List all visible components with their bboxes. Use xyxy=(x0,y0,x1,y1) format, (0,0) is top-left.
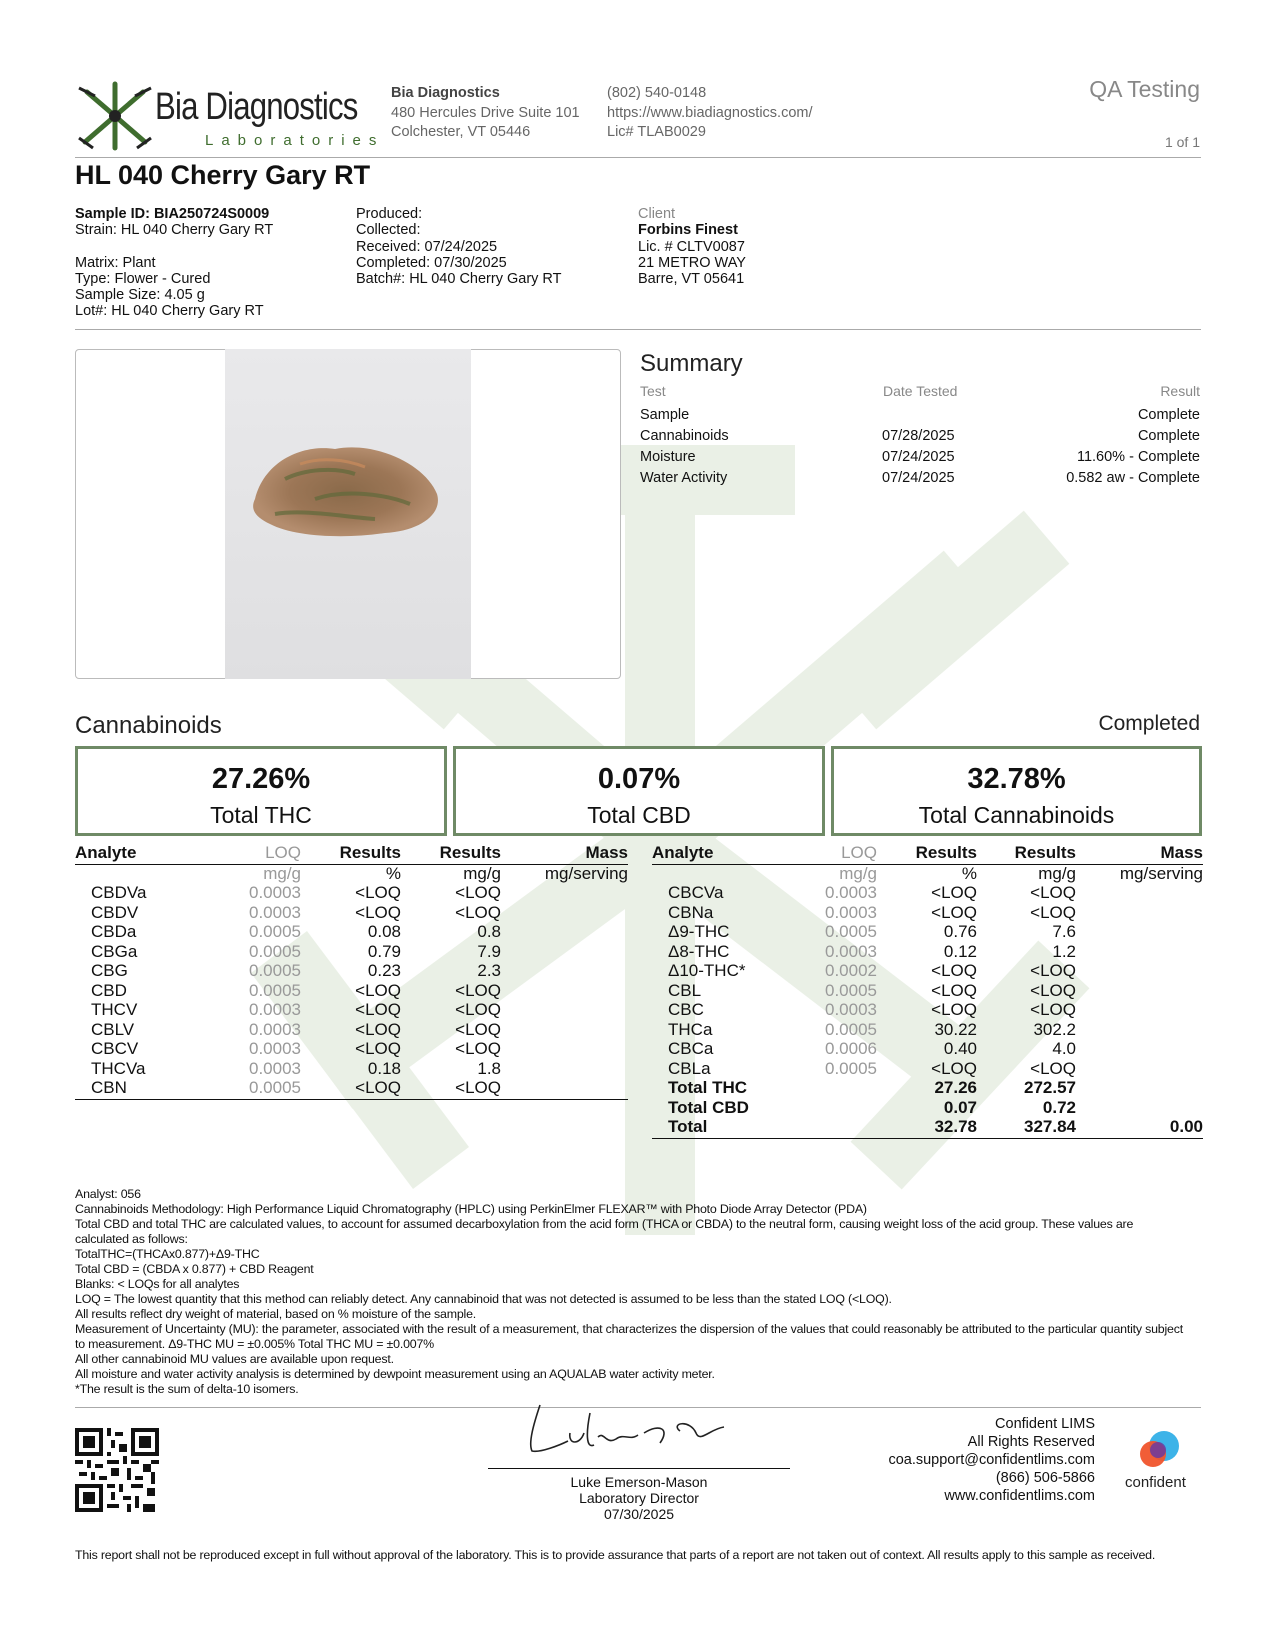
analyte-result-pct: <LOQ xyxy=(931,1058,977,1078)
note-line: All results reflect dry weight of material, based on % moisture of the sample. xyxy=(75,1307,477,1321)
summary-header-date: Date Tested xyxy=(883,383,958,399)
total-result-mgg: 327.84 xyxy=(1024,1117,1076,1136)
analyte-loq: 0.0005 xyxy=(825,1058,877,1078)
analyte-result-mgg: 302.2 xyxy=(1033,1019,1076,1039)
col-header-results-mgg: Results xyxy=(439,843,501,862)
unit-mgg: mg/g xyxy=(1038,864,1076,883)
analyte-loq: 0.0003 xyxy=(825,1000,877,1019)
analyte-loq: 0.0005 xyxy=(825,980,877,1000)
lab-name: Bia Diagnostics xyxy=(391,85,500,101)
client-license: Lic. # CLTV0087 xyxy=(638,238,745,255)
sample-completed: Completed: 07/30/2025 xyxy=(356,254,507,271)
analyte-result-mgg: <LOQ xyxy=(1030,980,1076,1000)
analyte-name: Δ8-THC xyxy=(668,941,730,961)
col-header-results-pct: Results xyxy=(915,843,977,862)
sample-type: Type: Flower - Cured xyxy=(75,270,211,287)
analyte-name: CBGa xyxy=(91,941,138,961)
analyte-name: CBDV xyxy=(91,902,139,922)
note-line: *The result is the sum of delta-10 isomers. xyxy=(75,1382,299,1396)
summary-test: Sample xyxy=(640,407,690,423)
lims-rights: All Rights Reserved xyxy=(967,1434,1095,1450)
analyte-loq: 0.0005 xyxy=(249,961,301,980)
note-line: Blanks: < LOQs for all analytes xyxy=(75,1277,240,1291)
sample-id: Sample ID: BIA250724S0009 xyxy=(75,206,270,222)
sample-info-block xyxy=(75,206,273,320)
analyte-name: CBG xyxy=(91,961,128,980)
analyte-loq: 0.0006 xyxy=(825,1039,877,1058)
analyte-result-pct: 0.18 xyxy=(367,1058,401,1078)
confident-logo-icon xyxy=(1136,1428,1184,1472)
header-divider xyxy=(75,157,1201,158)
analyte-result-pct: <LOQ xyxy=(355,980,401,1000)
note-line: Measurement of Uncertainty (MU): the parameter, associated with the result of a measurement, that characterizes the dispersion of the values that could reasonably be attributed to the particular quantity subject to measurement. Δ9-THC MU = ±0.005% Total THC MU = ±0.007% xyxy=(75,1322,1183,1351)
analyte-result-pct: <LOQ xyxy=(355,1019,401,1039)
col-header-analyte: Analyte xyxy=(652,843,714,862)
page-number: 1 of 1 xyxy=(1164,134,1200,150)
analyte-loq: 0.0005 xyxy=(249,941,301,961)
lab-license: Lic# TLAB0029 xyxy=(607,124,706,140)
bia-logo-icon xyxy=(75,80,155,152)
logo-wordmark: Bia Diagnostics xyxy=(155,86,358,128)
analyte-name: THCa xyxy=(668,1019,713,1039)
kpi-label: Total Cannabinoids xyxy=(918,802,1115,828)
col-header-mass: Mass xyxy=(585,843,628,862)
unit-loq: mg/g xyxy=(839,864,877,883)
summary-test: Water Activity xyxy=(640,470,728,486)
lab-website-link[interactable]: https://www.biadiagnostics.com/ xyxy=(607,104,813,121)
analyte-result-pct: <LOQ xyxy=(931,980,977,1000)
client-name: Forbins Finest xyxy=(638,222,738,239)
note-line: All moisture and water activity analysis is determined by dewpoint measurement using an AQUALAB water activity meter. xyxy=(75,1367,715,1381)
cannabinoids-status: Completed xyxy=(1098,712,1200,735)
sample-strain: Strain: HL 040 Cherry Gary RT xyxy=(75,222,274,239)
total-name: Total THC xyxy=(668,1078,748,1097)
analyte-name: THCVa xyxy=(91,1058,146,1078)
analyte-result-pct: 0.08 xyxy=(367,922,401,941)
analyte-loq: 0.0003 xyxy=(249,1019,301,1039)
analyte-name: CBDVa xyxy=(91,883,147,902)
unit-mass: mg/serving xyxy=(1119,864,1203,883)
analyte-name: CBCVa xyxy=(668,883,724,902)
analyte-result-mgg: <LOQ xyxy=(455,883,501,902)
note-line: Total CBD = (CBDA x 0.877) + CBD Reagent xyxy=(75,1262,314,1276)
unit-pct: % xyxy=(961,864,977,883)
analyte-name: CBNa xyxy=(668,902,714,922)
sample-batch: Batch#: HL 040 Cherry Gary RT xyxy=(356,271,562,288)
analyte-name: THCV xyxy=(91,1000,138,1019)
kpi-label: Total CBD xyxy=(587,802,691,828)
total-result-mgg: 272.57 xyxy=(1024,1078,1076,1097)
total-result-pct: 27.26 xyxy=(934,1078,977,1097)
unit-mass: mg/serving xyxy=(544,864,628,883)
summary-test: Cannabinoids xyxy=(640,428,729,444)
unit-pct: % xyxy=(385,864,401,883)
sample-photo xyxy=(225,349,471,679)
analyte-loq: 0.0005 xyxy=(825,1019,877,1039)
unit-loq: mg/g xyxy=(263,864,301,883)
summary-result: Complete xyxy=(1137,407,1200,423)
analyte-loq: 0.0005 xyxy=(249,1078,301,1097)
analyte-name: CBLa xyxy=(668,1058,711,1078)
table-bottom-rule xyxy=(75,1099,628,1100)
client-address-line2: Barre, VT 05641 xyxy=(638,271,745,288)
lims-phone: (866) 506-5866 xyxy=(995,1470,1095,1486)
analyte-loq: 0.0005 xyxy=(825,922,877,941)
total-mass: 0.00 xyxy=(1169,1117,1203,1136)
kpi-total-thc xyxy=(75,746,447,836)
lims-name: Confident LIMS xyxy=(995,1416,1095,1432)
summary-test: Moisture xyxy=(640,449,696,465)
confident-logo-label: confident xyxy=(1125,1474,1186,1491)
sample-collected: Collected: xyxy=(356,222,421,239)
sample-received: Received: 07/24/2025 xyxy=(356,238,498,255)
analyte-result-mgg: 1.8 xyxy=(477,1058,501,1078)
analyte-loq: 0.0005 xyxy=(249,922,301,941)
analyte-result-mgg: <LOQ xyxy=(455,1000,501,1019)
summary-date: 07/24/2025 xyxy=(882,470,955,486)
analyte-result-mgg: <LOQ xyxy=(1030,1058,1076,1078)
analyte-result-pct: 0.40 xyxy=(943,1039,977,1058)
analyte-name: CBCV xyxy=(91,1039,139,1058)
analyte-loq: 0.0003 xyxy=(249,883,301,902)
analyte-result-mgg: <LOQ xyxy=(455,1039,501,1058)
total-result-pct: 32.78 xyxy=(934,1117,977,1136)
cannabinoids-title: Cannabinoids xyxy=(75,712,222,739)
total-name: Total CBD xyxy=(668,1097,749,1117)
client-block xyxy=(638,206,746,287)
lims-email-link[interactable]: coa.support@confidentlims.com xyxy=(888,1452,1095,1468)
col-header-loq: LOQ xyxy=(265,843,301,862)
analyte-name: CBLV xyxy=(91,1019,135,1039)
col-header-results-pct: Results xyxy=(339,843,401,862)
analyte-result-pct: <LOQ xyxy=(355,1000,401,1019)
analyte-name: CBC xyxy=(668,1000,704,1019)
analyte-result-mgg: <LOQ xyxy=(1030,883,1076,902)
kpi-value: 32.78% xyxy=(967,763,1066,795)
note-line: Cannabinoids Methodology: High Performance Liquid Chromatography (HPLC) using PerkinElmer FLEXAR™ with Photo Diode Array Detector (PDA) xyxy=(75,1202,867,1216)
sample-matrix: Matrix: Plant xyxy=(75,254,156,271)
note-line: TotalTHC=(THCAx0.877)+Δ9-THC xyxy=(75,1247,260,1261)
unit-mgg: mg/g xyxy=(463,864,501,883)
analyte-result-pct: <LOQ xyxy=(355,1039,401,1058)
analyte-result-mgg: <LOQ xyxy=(455,1078,501,1097)
disclaimer: This report shall not be reproduced except in full without approval of the laboratory. This is to provide assurance that parts of a report are not taken out of context. All results apply to this sample as received. xyxy=(75,1548,1156,1562)
note-line: Analyst: 056 xyxy=(75,1187,141,1201)
lab-contact-block xyxy=(607,84,813,143)
analyte-result-mgg: 7.9 xyxy=(477,941,501,961)
report-type: QA Testing xyxy=(1089,76,1200,102)
sample-lot: Lot#: HL 040 Cherry Gary RT xyxy=(75,303,264,320)
cannabis-flower-icon xyxy=(225,349,471,679)
summary-result: 0.582 aw - Complete xyxy=(1066,470,1200,486)
total-result-pct: 0.07 xyxy=(943,1097,977,1117)
analyte-name: Δ10-THC* xyxy=(668,961,746,980)
sample-produced: Produced: xyxy=(356,206,423,222)
signature-date: 07/30/2025 xyxy=(603,1506,675,1522)
analyte-result-mgg: <LOQ xyxy=(455,980,501,1000)
total-result-mgg: 0.72 xyxy=(1042,1097,1076,1117)
analyte-result-pct: 0.79 xyxy=(367,941,401,961)
analyte-loq: 0.0003 xyxy=(825,883,877,902)
table-bottom-rule xyxy=(652,1138,1203,1139)
analyte-loq: 0.0003 xyxy=(249,1058,301,1078)
kpi-value: 27.26% xyxy=(211,763,311,795)
analyte-result-mgg: 4.0 xyxy=(1052,1039,1076,1058)
signature-image xyxy=(520,1393,740,1465)
signatory-title: Laboratory Director xyxy=(579,1490,699,1506)
analyte-result-mgg: <LOQ xyxy=(1030,961,1076,980)
analyte-result-pct: 0.76 xyxy=(943,922,977,941)
kpi-total-cbd xyxy=(453,746,825,836)
kpi-label: Total THC xyxy=(210,802,312,828)
analyte-result-pct: <LOQ xyxy=(355,883,401,902)
methodology-notes xyxy=(75,1187,1185,1397)
summary-date: 07/28/2025 xyxy=(882,428,955,444)
lab-address-line2: Colchester, VT 05446 xyxy=(391,124,531,140)
signatory-name: Luke Emerson-Mason xyxy=(570,1474,708,1490)
analyte-name: Δ9-THC xyxy=(668,922,730,941)
analyte-result-pct: 0.23 xyxy=(367,961,401,980)
analyte-result-mgg: 2.3 xyxy=(477,961,501,980)
analyte-loq: 0.0005 xyxy=(249,980,301,1000)
analyte-name: CBN xyxy=(91,1078,127,1097)
analyte-result-mgg: 7.6 xyxy=(1052,922,1076,941)
note-line: Total CBD and total THC are calculated values, to account for assumed decarboxylation from the acid form (THCA or CBDA) to the neutral form, causing weight loss of the acid group. These values are calculated as follows: xyxy=(75,1217,1134,1246)
analyte-loq: 0.0003 xyxy=(825,902,877,922)
info-divider xyxy=(75,329,1201,330)
sample-dates-block xyxy=(356,206,562,287)
analyte-loq: 0.0003 xyxy=(249,1000,301,1019)
analyte-result-mgg: <LOQ xyxy=(455,902,501,922)
analyte-result-pct: 0.12 xyxy=(943,941,977,961)
col-header-mass: Mass xyxy=(1160,843,1203,862)
analyte-name: CBD xyxy=(91,980,127,1000)
summary-header-result: Result xyxy=(1160,383,1200,399)
analyte-loq: 0.0003 xyxy=(249,902,301,922)
note-line: All other cannabinoid MU values are available upon request. xyxy=(75,1352,394,1366)
analyte-result-pct: 30.22 xyxy=(934,1019,977,1039)
kpi-total-cannabinoids xyxy=(831,746,1202,836)
summary-date: 07/24/2025 xyxy=(882,449,955,465)
summary-result: Complete xyxy=(1137,428,1200,444)
analyte-name: CBDa xyxy=(91,922,137,941)
summary-title: Summary xyxy=(640,350,743,377)
analyte-loq: 0.0003 xyxy=(249,1039,301,1058)
client-address-line1: 21 METRO WAY xyxy=(638,254,746,271)
analyte-loq: 0.0002 xyxy=(825,961,877,980)
analyte-result-pct: <LOQ xyxy=(355,902,401,922)
analyte-name: CBCa xyxy=(668,1039,714,1058)
analyte-result-pct: <LOQ xyxy=(931,961,977,980)
lims-website-link[interactable]: www.confidentlims.com xyxy=(944,1488,1095,1504)
analyte-result-pct: <LOQ xyxy=(355,1078,401,1097)
summary-result: 11.60% - Complete xyxy=(1076,449,1200,465)
analyte-result-mgg: <LOQ xyxy=(1030,1000,1076,1019)
analyte-result-mgg: 0.8 xyxy=(477,922,501,941)
analyte-result-mgg: 1.2 xyxy=(1052,941,1076,961)
col-header-results-mgg: Results xyxy=(1014,843,1076,862)
lab-address-line1: 480 Hercules Drive Suite 101 xyxy=(391,104,580,121)
lab-phone: (802) 540-0148 xyxy=(607,85,707,101)
total-name: Total xyxy=(668,1117,708,1136)
client-label: Client xyxy=(638,206,676,222)
lab-address-block xyxy=(391,84,580,143)
sample-size: Sample Size: 4.05 g xyxy=(75,287,205,304)
lims-contact-block xyxy=(888,1415,1095,1505)
analyte-result-pct: <LOQ xyxy=(931,902,977,922)
qr-code-icon[interactable] xyxy=(75,1428,159,1512)
logo-subtitle: Laboratories xyxy=(205,132,385,149)
analyte-loq: 0.0003 xyxy=(825,941,877,961)
analyte-result-mgg: <LOQ xyxy=(1030,902,1076,922)
kpi-value: 0.07% xyxy=(597,763,681,795)
analyte-result-pct: <LOQ xyxy=(931,883,977,902)
page-title: HL 040 Cherry Gary RT xyxy=(75,160,371,190)
signature-line xyxy=(488,1468,790,1469)
col-header-analyte: Analyte xyxy=(75,843,137,862)
analyte-name: CBL xyxy=(668,980,702,1000)
summary-header-test: Test xyxy=(640,383,666,399)
col-header-loq: LOQ xyxy=(841,843,877,862)
analyte-result-mgg: <LOQ xyxy=(455,1019,501,1039)
note-line: LOQ = The lowest quantity that this method can reliably detect. Any cannabinoid that was not detected is assumed to be less than the stated LOQ (<LOQ). xyxy=(75,1292,892,1306)
analyte-result-pct: <LOQ xyxy=(931,1000,977,1019)
